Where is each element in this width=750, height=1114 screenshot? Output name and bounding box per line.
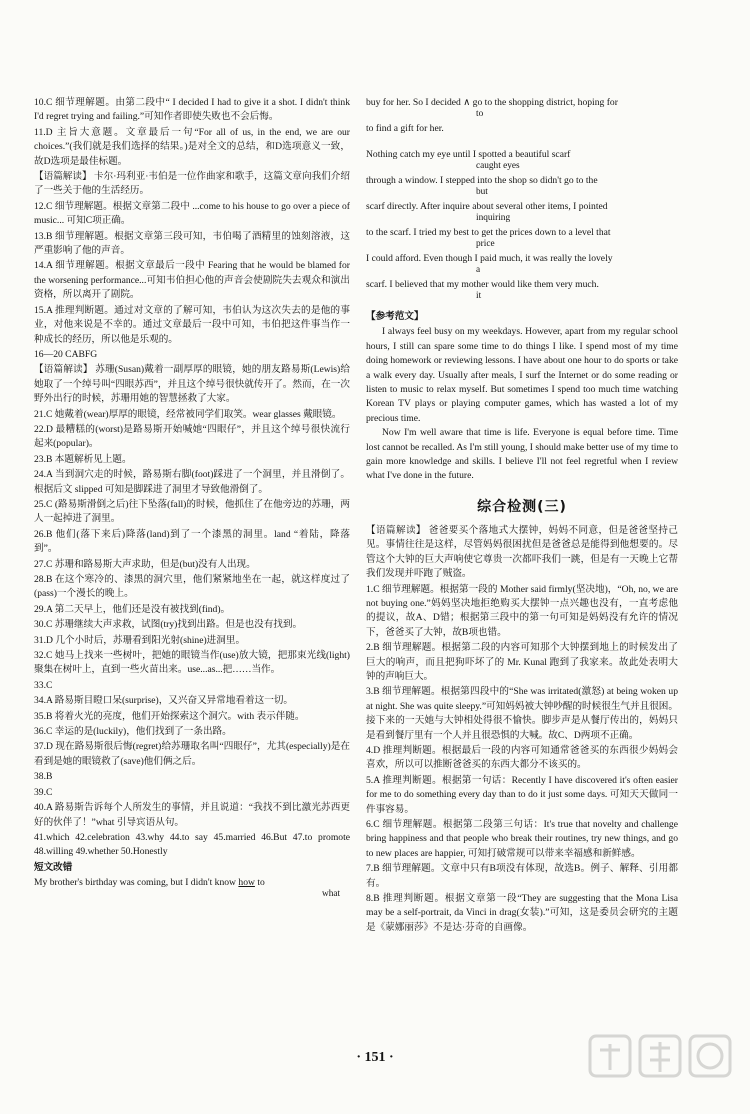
correction-text: buy for her. So I decided ∧ go to the shopping district, hoping for	[366, 97, 618, 108]
answer-item: 3.B 细节理解题。根据第四段中的“She was irritated(激怒) at being woken up at night. She was quite sleepy.”可知妈妈被大钟吵醒的时候很生气并且很困。接下来的一天她与大钟相处得很不愉快。脚步声是从餐厅传出的，妈妈只是看到餐厅里有一个人并且很恐惧的大喊。故C、D两项不正确。	[366, 686, 678, 741]
correction-line	[34, 876, 350, 902]
answer-item: 22.D 最糟糕的(worst)是路易斯开始喊她“四眼仔”，并且这个绰号很快流行起来(popular)。	[34, 423, 350, 450]
correction-error: how	[238, 877, 255, 889]
answer-item: 36.C 幸运的是(luckily)，他们找到了一条出路。	[34, 726, 232, 738]
correction-line	[366, 174, 678, 200]
watermark-logo-icon	[586, 1030, 736, 1094]
answer-item: 35.B 将着火光的亮度，他们开始探索这个洞穴。with 表示伴随。	[34, 710, 305, 722]
answer-item: 38.B	[34, 771, 53, 783]
answer-item: 34.A 路易斯目瞪口呆(surprise)，又兴奋又异常地看着这一切。	[34, 695, 294, 707]
correction-to: to	[257, 877, 265, 889]
correction-text: to the scarf. I tried my best to get the prices down to a level that	[366, 227, 611, 238]
correction-line	[366, 252, 678, 278]
answer-item: 23.B 本题解析见上题。	[34, 453, 132, 465]
left-items	[34, 96, 350, 860]
answer-item: 31.D 几个小时后，苏珊看到阳光射(shine)进洞里。	[34, 634, 246, 646]
essay-paragraph: Now I'm well aware that time is life. Everyone is equal before time. Time lost cannot be recalled. As I'm still young, I should make better use of my time to gain more knowledge and skills. I believe I'll not feel regretful when I review what I've done in the future.	[366, 427, 678, 482]
page-number: · 151 ·	[356, 1050, 394, 1065]
essay-title: 【参考范文】	[366, 311, 424, 322]
correction-fix: caught eyes	[476, 161, 520, 171]
answer-item: 7.B 细节理解题。文章中只有B项没有体现，故选B。例子、解释、引用都有。	[366, 863, 678, 889]
correction-text: My brother's birthday was coming, but I didn't know	[34, 877, 236, 889]
right-column	[366, 96, 678, 936]
correction-fix: to	[476, 109, 484, 119]
answer-item: 15.A 推理判断题。通过对文章的了解可知，韦伯认为这次失去的是他的事业，对他来说是不幸的。通过文章最后一段中可知，韦伯把这件事当作一种成长的经历，所以他是乐观的。	[34, 304, 350, 345]
answer-item: 【语篇解读】 爸爸要买个落地式大摆钟，妈妈不同意，但是爸爸坚持己见。事情往往是这样，尽管妈妈很困扰但是爸爸总是能得到他想要的。尽管这个大钟的巨大声响使它尊贵一次都吓我们一跳，但是有一天晚上它帮我们发现并吓跑了贼盗。	[366, 524, 678, 580]
answer-item: 5.A 推理判断题。根据第一句话：Recently I have discovered it's often easier for me to do something every day than to do it just some days. 可知天天做同一件事容易。	[366, 774, 678, 815]
correction-fix: but	[476, 187, 488, 197]
correction-text: scarf directly. After inquire about several other items, I pointed	[366, 201, 608, 212]
answer-item: 14.A 细节理解题。根据文章最后一段中 Fearing that he would be blamed for the worsening performance...可知韦伯担心他的声音会使剧院失去观众和演出资格，所以离开了剧院。	[34, 260, 350, 301]
correction-fix: what	[322, 889, 341, 900]
answer-item: 【语篇解读】 苏珊(Susan)戴着一副厚厚的眼镜，她的朋友路易斯(Lewis)给她取了一个绰号叫“四眼苏西”，并且这个绰号很快就传开了。然而，在一次野外出行的时候，苏珊用她的智慧拯救了大家。	[34, 364, 350, 405]
correction-line	[366, 122, 678, 148]
answer-item: 30.C 苏珊继续大声求救，试图(try)找到出路。但是也没有找到。	[34, 619, 303, 631]
answer-item: 12.C 细节理解题。根据文章第二段中 ...come to his house to go over a piece of music... 可知C项正确。	[34, 200, 350, 227]
answer-item: 13.B 细节理解题。根据文章第三段可知，韦伯喝了酒精里的蚀刻溶液，这严重影响了他的声音。	[34, 230, 350, 257]
answer-item: 28.B 在这个寒冷的、漆黑的洞穴里，他们紧紧地坐在一起，就这样度过了(pass)一个漫长的晚上。	[34, 574, 350, 600]
answer-item: 【语篇解读】 卡尔·玛利亚·韦伯是一位作曲家和歌手，这篇文章向我们介绍了一些关于他的生活经历。	[34, 171, 350, 197]
correction-line	[366, 96, 678, 122]
correction-line	[366, 278, 678, 304]
answer-item: 25.C (路易斯滑倒之后)往下坠落(fall)的时候，他抓住了在他旁边的苏珊，两人一起掉进了洞里。	[34, 498, 350, 525]
right-items	[366, 524, 678, 935]
correction-title: 短文改错	[34, 861, 73, 873]
answer-item: 21.C 她戴着(wear)厚厚的眼镜，经常被同学们取笑。wear glasses 戴眼镜。	[34, 408, 342, 420]
answer-item: 4.D 推理判断题。根据最后一段的内容可知通常爸爸买的东西很少妈妈会喜欢，所以可以推断爸爸买的东西大都分不该买的。	[366, 744, 678, 771]
correction-text: Nothing catch my eye until I spotted a beautiful scarf	[366, 149, 571, 160]
correction-lines	[366, 96, 678, 304]
correction-line	[366, 200, 678, 226]
left-column	[34, 96, 350, 902]
answer-item: 40.A 路易斯告诉每个人所发生的事情，并且说道：“我找不到比激光苏西更好的伙伴了！”what 引导宾语从句。	[34, 802, 350, 828]
answer-item: 8.B 推理判断题。根据文章第一段“They are suggesting that the Mona Lisa may be a self-portrait, da Vinci in drag(女装).”可知，这是委员会研究的主题是《蒙娜丽莎》不是达·芬奇的自画像。	[366, 893, 678, 933]
correction-line	[366, 226, 678, 252]
correction-fix: it	[476, 291, 482, 301]
answer-item: 29.A 第二天早上，他们还是没有被找到(find)。	[34, 603, 231, 615]
answer-item: 10.C 细节理解题。由第二段中“ I decided I had to give it a shot. I didn't think I'd regret trying and failing.”可知作者即使失败也不会后悔。	[34, 97, 350, 123]
correction-fix: price	[476, 239, 495, 249]
correction-line	[366, 148, 678, 174]
answer-item: 41.which 42.celebration 43.why 44.to say 45.married 46.But 47.to promote 48.willing 49.whether 50.Honestly	[34, 831, 350, 858]
answer-item: 24.A 当到洞穴走的时候，路易斯右脚(foot)踩进了一个洞里，并且滑倒了。根据后文 slipped 可知是脚踩进了洞里才导致他滑倒了。	[34, 469, 350, 495]
answer-item: 39.C	[34, 786, 53, 798]
answer-item: 37.D 现在路易斯很后悔(regret)给苏珊取名叫“四眼仔”，尤其(especially)是在看到是她的眼镜救了(save)他们俩之后。	[34, 741, 350, 767]
answer-item: 2.B 细节理解题。根据第二段的内容可知那个大钟摆到地上的时候发出了巨大的响声，而且把狗吓坏了的 Mr. Kunal 跑到了我家来。故此处表明大钟的声响巨大。	[366, 642, 678, 682]
answer-item: 33.C	[34, 679, 53, 691]
correction-text: through a window. I stepped into the shop so didn't go to the	[366, 175, 598, 186]
section-title: 综合检测(三)	[477, 498, 567, 515]
correction-text: scarf. I believed that my mother would like them very much.	[366, 279, 599, 290]
answer-item: 11.D 主旨大意题。文章最后一句“For all of us, in the end, we are our choices.”(我们就是我们选择的结果。)是对全文的总结，和D选项意义一致，故D选项是最佳标题。	[34, 126, 350, 167]
correction-fix: inquiring	[476, 213, 511, 223]
answer-item: 1.C 细节理解题。根据第一段的 Mother said firmly(坚决地)，“Oh, no, we are not buying one.”妈妈坚决地拒绝购买大摆钟一点兴趣也没有，一直考虑他的提议，故A、D错；根据第三段中的第一句可知是妈妈没有允许的情况下，爸爸买了大钟，故B项也错。	[366, 583, 678, 638]
model-essay	[366, 325, 678, 483]
correction-fix: a	[476, 265, 481, 275]
correction-text: I could afford. Even though I paid much, it was really the lovely	[366, 253, 613, 264]
answer-item: 16—20 CABFG	[34, 348, 98, 360]
answer-item: 32.C 她马上找来一些树叶，把她的眼镜当作(use)放大镜，把那束光线(light)聚集在树叶上，直到一些火苗出来。use...as...把……当作。	[34, 650, 350, 676]
correction-text: to find a gift for her.	[366, 123, 444, 134]
answer-item: 26.B 他们(落下来后)降落(land)到了一个漆黑的洞里。land “着陆，降落到”。	[34, 528, 350, 555]
essay-paragraph: I always feel busy on my weekdays. However, apart from my regular school hours, I still can spare some time to do things I like. I spend most of my time doing homework or reviewing lessons. I have about one hour to do sports or take a walk every day. Usually after meals, I surf the Internet or do some reading or listen to music to relax myself. But sometimes I spend too much time watching Korean TV plays or playing computer games, which has wasted a lot of my precious time.	[366, 326, 678, 424]
answer-item: 6.C 细节理解题。根据第二段第三句话：It's true that novelty and challenge bring happiness and that people who break their routines, try new things, and go to new places are happier, 可知打破常规可以带来幸福感和新鲜感。	[366, 819, 678, 859]
answer-item: 27.C 苏珊和路易斯大声求助，但是(but)没有人出现。	[34, 558, 256, 570]
